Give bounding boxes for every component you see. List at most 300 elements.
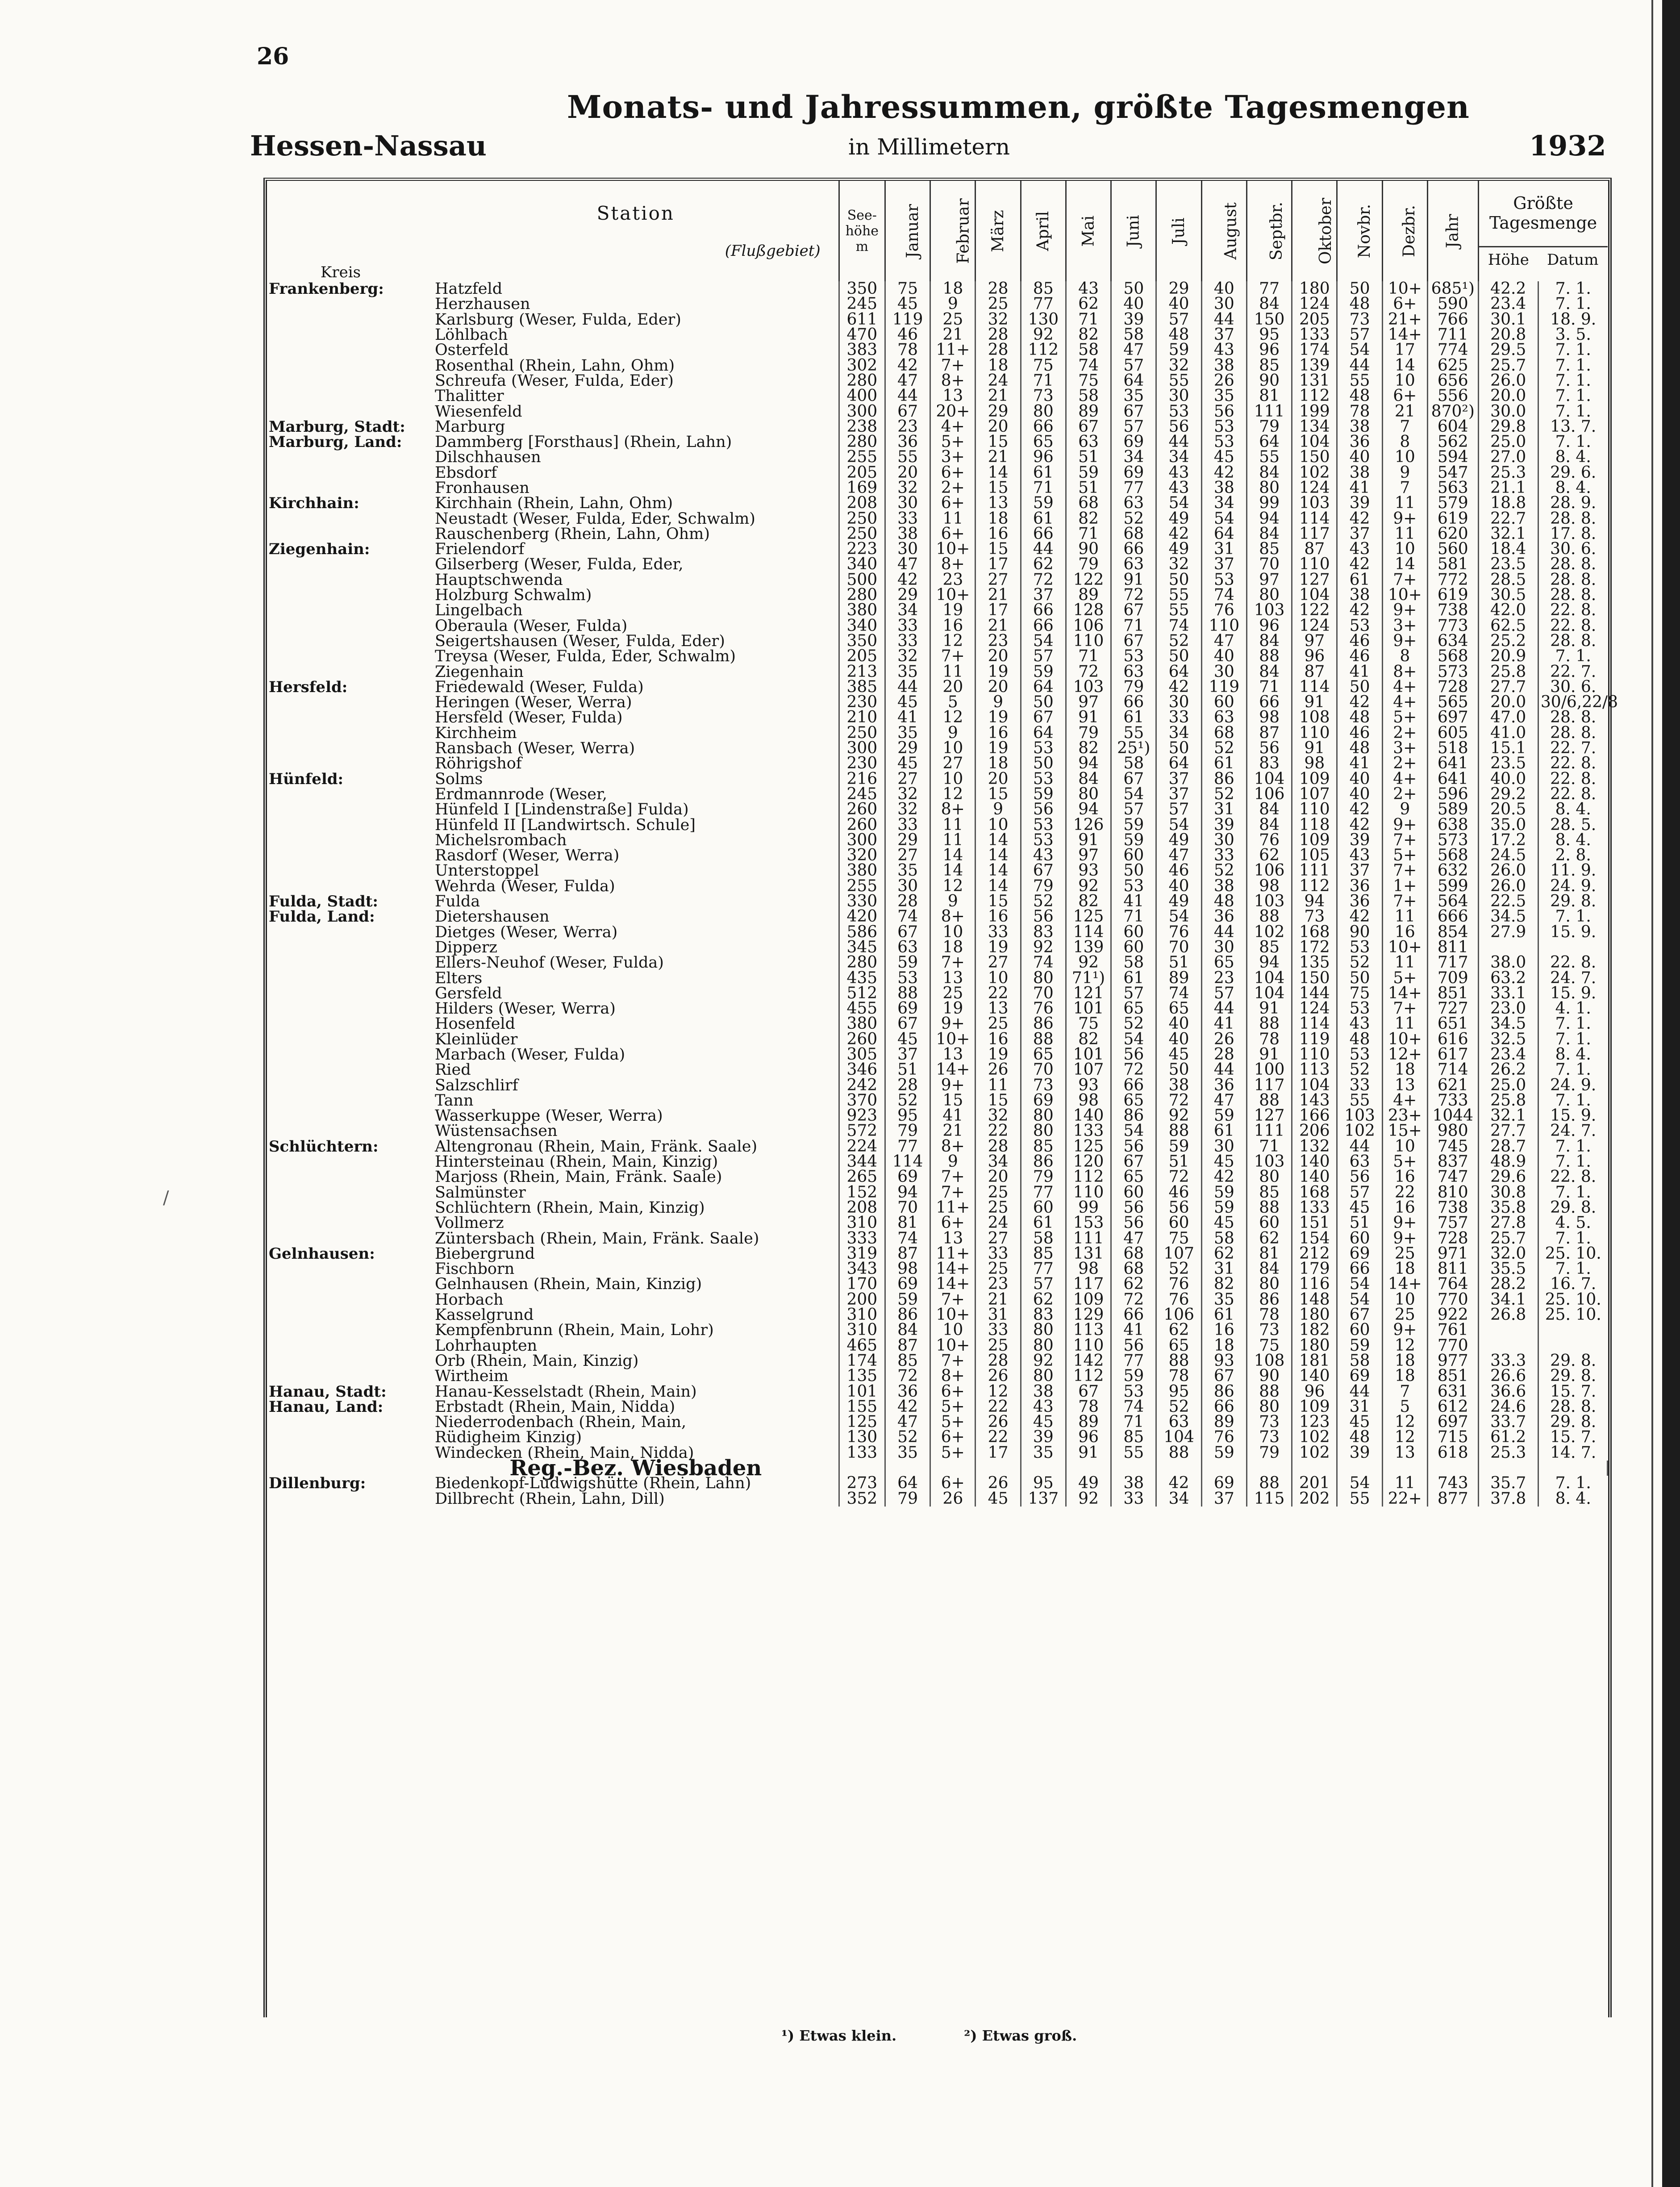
- elevation-cell: 923: [839, 1108, 885, 1123]
- kreis-cell: [267, 1292, 433, 1307]
- month-cell: 69: [885, 1001, 930, 1016]
- section-empty-cell: [839, 1461, 885, 1476]
- month-cell: 13: [930, 970, 975, 985]
- month-cell: 98: [885, 1261, 930, 1277]
- month-cell: 82: [1066, 511, 1111, 526]
- elevation-cell: 155: [839, 1399, 885, 1415]
- month-cell: 95: [1246, 327, 1292, 342]
- month-cell: 9+: [1382, 1215, 1427, 1231]
- year-total-cell: 810: [1427, 1185, 1478, 1200]
- month-cell: 133: [1292, 327, 1337, 342]
- month-cell: 38: [1021, 1384, 1066, 1399]
- year-total-cell: 773: [1427, 618, 1478, 634]
- elevation-cell: 300: [839, 833, 885, 848]
- max-height-cell: 29.8: [1478, 419, 1538, 434]
- table-row: [267, 1231, 1608, 1246]
- month-cell: 34: [885, 603, 930, 618]
- month-cell: 25: [975, 1200, 1021, 1215]
- month-cell: 74: [1111, 1399, 1156, 1415]
- month-cell: 63: [1111, 496, 1156, 511]
- max-height-cell: 35.8: [1478, 1200, 1538, 1215]
- month-cell: 42: [1337, 695, 1382, 710]
- month-cell: 181: [1292, 1353, 1337, 1369]
- elevation-cell: 611: [839, 312, 885, 327]
- month-cell: 25: [975, 1016, 1021, 1031]
- month-cell: 50: [1111, 281, 1156, 296]
- month-cell: 78: [1246, 1032, 1292, 1047]
- month-cell: 60: [1021, 1200, 1066, 1215]
- month-cell: 96: [1021, 450, 1066, 465]
- station-cell: Lingelbach: [433, 603, 839, 618]
- year-total-cell: 564: [1427, 894, 1478, 909]
- elevation-cell: 330: [839, 894, 885, 909]
- elevation-cell: 320: [839, 848, 885, 863]
- table-row: [267, 312, 1608, 327]
- month-cell: 80: [1246, 588, 1292, 603]
- month-cell: 84: [1246, 817, 1292, 832]
- month-cell: 107: [1292, 787, 1337, 802]
- kreis-cell: [267, 879, 433, 894]
- month-cell: 52: [1156, 634, 1201, 649]
- max-date-cell: 7. 1.: [1555, 433, 1591, 451]
- month-cell: 13: [1382, 1445, 1427, 1461]
- year-total-cell: 757: [1427, 1215, 1478, 1231]
- section-empty-cell: [1292, 1461, 1337, 1476]
- month-cell: 104: [1246, 772, 1292, 787]
- max-height-cell: 33.1: [1478, 986, 1538, 1001]
- month-cell: 11: [930, 664, 975, 679]
- max-date-cell: 7. 1.: [1555, 1060, 1591, 1079]
- month-cell: 14+: [930, 1062, 975, 1077]
- year-total-cell: 616: [1427, 1032, 1478, 1047]
- month-cell: 57: [1111, 419, 1156, 434]
- month-cell: 55: [1337, 373, 1382, 388]
- month-cell: 62: [1021, 557, 1066, 572]
- month-cell: 76: [1156, 1277, 1201, 1292]
- station-cell: Kirchhain (Rhein, Lahn, Ohm): [433, 496, 839, 511]
- month-cell: 124: [1292, 1001, 1337, 1016]
- month-cell: 80: [1021, 404, 1066, 419]
- month-cell: 1+: [1382, 879, 1427, 894]
- month-cell: 54: [1337, 1476, 1382, 1491]
- month-cell: 114: [1066, 924, 1111, 939]
- station-cell: Unterstoppel: [433, 863, 839, 878]
- table-row: [267, 388, 1608, 404]
- max-height-cell: 17.2: [1478, 833, 1538, 848]
- max-date-cell: 28. 8.: [1550, 708, 1597, 727]
- max-height-cell: 21.1: [1478, 480, 1538, 496]
- month-cell: 83: [1246, 756, 1292, 771]
- month-cell: 35: [1021, 1445, 1066, 1461]
- month-cell: 38: [1156, 1077, 1201, 1093]
- month-cell: 42: [1337, 603, 1382, 618]
- month-cell: 72: [1111, 588, 1156, 603]
- month-cell: 168: [1292, 924, 1337, 939]
- max-date-cell: 28. 8.: [1550, 631, 1597, 650]
- year-total-cell: 562: [1427, 434, 1478, 450]
- month-cell: 35: [885, 863, 930, 878]
- table-row: [267, 710, 1608, 725]
- month-cell: 86: [885, 1307, 930, 1323]
- month-cell: 32: [885, 480, 930, 496]
- month-cell: 29: [1156, 281, 1201, 296]
- month-cell: 57: [1201, 986, 1246, 1001]
- station-cell: Windecken (Rhein, Main, Nidda): [433, 1445, 839, 1461]
- month-cell: 42: [885, 572, 930, 588]
- page-edge-line: [1651, 0, 1653, 2187]
- kreis-cell: [267, 1154, 433, 1169]
- month-cell: 111: [1246, 404, 1292, 419]
- max-height-cell: 23.5: [1478, 756, 1538, 771]
- table-row: [267, 833, 1608, 848]
- kreis-cell: Fulda, Land:: [269, 908, 375, 926]
- month-cell: 85: [1246, 358, 1292, 373]
- month-cell: 107: [1156, 1246, 1201, 1261]
- month-cell: 99: [1066, 1200, 1111, 1215]
- month-cell: 33: [975, 1323, 1021, 1338]
- month-cell: 41: [885, 710, 930, 725]
- month-cell: 25: [930, 986, 975, 1001]
- month-cell: 60: [1246, 1215, 1292, 1231]
- month-cell: 10: [1382, 373, 1427, 388]
- month-cell: 139: [1066, 940, 1111, 955]
- max-date-cell: [1538, 1338, 1607, 1353]
- month-cell: 66: [1111, 695, 1156, 710]
- month-cell: 31: [1201, 1261, 1246, 1277]
- month-cell: 83: [1021, 1307, 1066, 1323]
- month-cell: 92: [1156, 1108, 1201, 1123]
- kreis-cell: [267, 450, 433, 465]
- max-height-cell: 25.3: [1478, 1445, 1538, 1461]
- station-cell: Hilders (Weser, Werra): [433, 1001, 839, 1016]
- station-cell: Tann: [433, 1093, 839, 1108]
- year-total-cell: 634: [1427, 634, 1478, 649]
- month-cell: 45: [885, 695, 930, 710]
- max-height-cell: 61.2: [1478, 1430, 1538, 1445]
- month-cell: 97: [1292, 634, 1337, 649]
- station-cell: Frielendorf: [433, 542, 839, 557]
- month-cell: 33: [885, 817, 930, 832]
- max-date-cell: 7. 1.: [1555, 1091, 1591, 1110]
- max-height-cell: 27.7: [1478, 680, 1538, 695]
- month-cell: 66: [1111, 1077, 1156, 1093]
- month-cell: 24: [975, 373, 1021, 388]
- month-cell: 19: [975, 741, 1021, 756]
- month-cell: 23+: [1382, 1108, 1427, 1123]
- month-cell: 47: [885, 373, 930, 388]
- month-cell: 53: [1111, 649, 1156, 664]
- month-cell: 69: [1111, 434, 1156, 450]
- month-cell: 80: [1021, 970, 1066, 985]
- month-cell: 50: [1021, 695, 1066, 710]
- max-date-cell: 13. 7.: [1550, 417, 1597, 436]
- month-cell: 4+: [1382, 1093, 1427, 1108]
- kreis-cell: Dillenburg:: [269, 1474, 366, 1493]
- elevation-cell: 300: [839, 404, 885, 419]
- station-cell: Fronhausen: [433, 480, 839, 496]
- station-cell: Ziegenhain: [433, 664, 839, 679]
- station-cell: Dillbrecht (Rhein, Lahn, Dill): [433, 1491, 839, 1506]
- station-cell: Hintersteinau (Rhein, Main, Kinzig): [433, 1154, 839, 1169]
- month-cell: 46: [885, 327, 930, 342]
- year-total-cell: 604: [1427, 419, 1478, 434]
- station-cell: Lohrhaupten: [433, 1338, 839, 1353]
- month-cell: 15: [975, 1093, 1021, 1108]
- month-cell: 12: [1382, 1338, 1427, 1353]
- month-cell: 77: [1111, 1353, 1156, 1369]
- elevation-cell: 205: [839, 465, 885, 480]
- elevation-cell: 208: [839, 496, 885, 511]
- month-cell: 66: [1337, 1261, 1382, 1277]
- max-date-cell: 7. 1.: [1555, 341, 1591, 359]
- elevation-cell: 400: [839, 388, 885, 404]
- month-cell: 23: [930, 572, 975, 588]
- max-height-cell: 24.6: [1478, 1399, 1538, 1415]
- month-cell: 89: [1201, 1415, 1246, 1430]
- month-cell: 86: [1021, 1154, 1066, 1169]
- year-total-cell: 728: [1427, 1231, 1478, 1246]
- month-cell: 10: [975, 817, 1021, 832]
- month-cell: 53: [1111, 879, 1156, 894]
- month-cell: 51: [1156, 955, 1201, 970]
- month-cell: 92: [1066, 879, 1111, 894]
- max-height-cell: 25.7: [1478, 358, 1538, 373]
- month-cell: 12: [930, 787, 975, 802]
- month-cell: 10+: [1382, 588, 1427, 603]
- elevation-cell: 383: [839, 342, 885, 358]
- kreis-cell: [267, 940, 433, 955]
- station-cell: Ebsdorf: [433, 465, 839, 480]
- month-cell: 18: [1382, 1369, 1427, 1384]
- table-row: [267, 924, 1608, 939]
- month-cell: 58: [1201, 1231, 1246, 1246]
- month-cell: 59: [1201, 1185, 1246, 1200]
- month-cell: 122: [1066, 572, 1111, 588]
- month-cell: 13: [930, 388, 975, 404]
- elevation-cell: 343: [839, 1261, 885, 1277]
- month-cell: 52: [1201, 787, 1246, 802]
- month-cell: 58: [1021, 1231, 1066, 1246]
- month-cell: 45: [1021, 1415, 1066, 1430]
- station-cell: Wiesenfeld: [433, 404, 839, 419]
- month-cell: 129: [1066, 1307, 1111, 1323]
- section-empty-cell: [1337, 1461, 1382, 1476]
- month-cell: 27: [975, 1231, 1021, 1246]
- table-row: [267, 1062, 1608, 1077]
- month-cell: 67: [885, 404, 930, 419]
- elevation-cell: 273: [839, 1476, 885, 1491]
- month-cell: 6+: [930, 1384, 975, 1399]
- month-cell: 58: [1111, 327, 1156, 342]
- month-cell: 8+: [930, 1139, 975, 1154]
- table-row: [267, 1169, 1608, 1185]
- month-cell: 32: [975, 1108, 1021, 1123]
- section-empty-cell: [930, 1461, 975, 1476]
- max-date-cell: 14. 7.: [1550, 1443, 1597, 1462]
- kreis-cell: Ziegenhain:: [269, 540, 370, 559]
- month-cell: 61: [1111, 710, 1156, 725]
- month-cell: 7+: [930, 1169, 975, 1185]
- month-cell: 64: [1021, 680, 1066, 695]
- month-cell: 91: [1292, 695, 1337, 710]
- month-cell: 53: [1201, 572, 1246, 588]
- month-cell: 84: [1246, 526, 1292, 542]
- table-row: [267, 1185, 1608, 1200]
- table-row: [267, 848, 1608, 863]
- month-cell: 140: [1292, 1169, 1337, 1185]
- header-station-label: Station: [596, 202, 675, 224]
- max-height-cell: 25.0: [1478, 1077, 1538, 1093]
- month-cell: 53: [1111, 1384, 1156, 1399]
- month-cell: 9+: [1382, 634, 1427, 649]
- month-cell: 67: [1021, 710, 1066, 725]
- month-cell: 96: [1246, 618, 1292, 634]
- month-cell: 9+: [1382, 511, 1427, 526]
- month-cell: 18: [1201, 1338, 1246, 1353]
- month-cell: 124: [1292, 480, 1337, 496]
- month-cell: 6+: [930, 1476, 975, 1491]
- max-date-cell: 28. 5.: [1550, 815, 1597, 834]
- kreis-cell: [267, 634, 433, 649]
- month-cell: 55: [1156, 588, 1201, 603]
- table-row: [267, 1353, 1608, 1369]
- month-cell: 46: [1337, 649, 1382, 664]
- month-cell: 10: [975, 970, 1021, 985]
- year-total-cell: 870²): [1427, 404, 1478, 419]
- month-cell: 144: [1292, 986, 1337, 1001]
- month-cell: 12: [930, 634, 975, 649]
- month-cell: 4+: [1382, 680, 1427, 695]
- elevation-cell: 174: [839, 1353, 885, 1369]
- month-cell: 24: [975, 1215, 1021, 1231]
- month-cell: 91: [1066, 710, 1111, 725]
- month-cell: 14: [930, 848, 975, 863]
- month-cell: 95: [1021, 1476, 1066, 1491]
- month-cell: 45: [1201, 450, 1246, 465]
- max-height-cell: 42.0: [1478, 603, 1538, 618]
- month-cell: 84: [885, 1323, 930, 1338]
- month-cell: 32: [1156, 557, 1201, 572]
- month-cell: 56: [1021, 802, 1066, 817]
- month-cell: 14+: [930, 1277, 975, 1292]
- month-cell: 43: [1021, 848, 1066, 863]
- month-cell: 72: [1021, 572, 1066, 588]
- kreis-cell: [267, 1200, 433, 1215]
- month-cell: 108: [1292, 710, 1337, 725]
- month-cell: 21: [975, 1292, 1021, 1307]
- table-row: [267, 1016, 1608, 1031]
- month-cell: 74: [1066, 358, 1111, 373]
- month-cell: 89: [1066, 404, 1111, 419]
- month-cell: 47: [1111, 342, 1156, 358]
- month-cell: 36: [885, 1384, 930, 1399]
- month-cell: 119: [1292, 1032, 1337, 1047]
- kreis-cell: Hanau, Stadt:: [269, 1382, 387, 1401]
- section-empty-cell: [1111, 1461, 1156, 1476]
- month-cell: 7+: [930, 358, 975, 373]
- year-total-cell: 770: [1427, 1338, 1478, 1353]
- month-cell: 34: [1111, 450, 1156, 465]
- month-cell: 110: [1292, 1047, 1337, 1062]
- month-cell: 7+: [1382, 1001, 1427, 1016]
- max-height-cell: 30.0: [1478, 404, 1538, 419]
- station-cell: Gelnhausen (Rhein, Main, Kinzig): [433, 1277, 839, 1292]
- month-cell: 58: [1337, 1353, 1382, 1369]
- max-date-cell: 7. 1.: [1555, 1014, 1591, 1033]
- footnotes: [781, 2027, 1139, 2044]
- month-cell: 84: [1246, 296, 1292, 312]
- month-cell: 98: [1066, 1093, 1111, 1108]
- max-height-cell: 35.7: [1478, 1476, 1538, 1491]
- station-cell: Oberaula (Weser, Fulda): [433, 618, 839, 634]
- month-cell: 6+: [930, 526, 975, 542]
- month-cell: 64: [1156, 756, 1201, 771]
- station-cell: Züntersbach (Rhein, Main, Fränk. Saale): [433, 1231, 839, 1246]
- month-cell: 93: [1066, 1077, 1111, 1093]
- month-cell: 48: [1337, 388, 1382, 404]
- month-cell: 46: [1156, 863, 1201, 878]
- month-cell: 43: [1066, 281, 1111, 296]
- elevation-cell: 135: [839, 1369, 885, 1384]
- month-cell: 58: [1111, 756, 1156, 771]
- table-row: [267, 419, 1608, 434]
- month-cell: 75: [1066, 1016, 1111, 1031]
- month-cell: 109: [1292, 772, 1337, 787]
- month-cell: 33: [885, 511, 930, 526]
- station-cell: Rosenthal (Rhein, Lahn, Ohm): [433, 358, 839, 373]
- month-cell: 26: [975, 1369, 1021, 1384]
- max-date-cell: 7. 1.: [1555, 907, 1591, 926]
- month-cell: 73: [1246, 1415, 1292, 1430]
- month-cell: 15: [975, 434, 1021, 450]
- year-total-cell: 774: [1427, 342, 1478, 358]
- month-cell: 44: [1337, 358, 1382, 373]
- month-cell: 93: [1066, 863, 1111, 878]
- max-date-cell: 22. 7.: [1550, 662, 1597, 681]
- month-cell: 57: [1021, 649, 1066, 664]
- month-cell: 7+: [930, 955, 975, 970]
- month-cell: 63: [1111, 557, 1156, 572]
- month-cell: 91: [1111, 572, 1156, 588]
- month-cell: 87: [1292, 664, 1337, 679]
- month-cell: 7+: [930, 1292, 975, 1307]
- month-cell: 48: [1156, 327, 1201, 342]
- month-cell: 68: [1201, 726, 1246, 741]
- table-row: [267, 1430, 1608, 1445]
- month-cell: 14: [975, 848, 1021, 863]
- month-cell: 41: [1201, 1016, 1246, 1031]
- month-cell: 9: [975, 695, 1021, 710]
- month-cell: 71: [1066, 526, 1111, 542]
- month-cell: 70: [885, 1200, 930, 1215]
- month-cell: 79: [1021, 879, 1066, 894]
- month-cell: 21: [975, 388, 1021, 404]
- month-cell: 36: [1201, 1077, 1246, 1093]
- month-cell: 50: [1111, 863, 1156, 878]
- max-date-cell: 8. 4.: [1555, 831, 1591, 849]
- month-cell: 150: [1292, 970, 1337, 985]
- month-cell: 71: [1246, 1139, 1292, 1154]
- month-cell: 96: [1066, 1430, 1111, 1445]
- max-date-cell: 8. 4.: [1555, 1489, 1591, 1508]
- month-cell: 18: [930, 281, 975, 296]
- month-cell: 63: [1066, 434, 1111, 450]
- max-date-cell: 22. 8.: [1550, 953, 1597, 972]
- max-height-cell: 28.7: [1478, 1139, 1538, 1154]
- table-row: [267, 1123, 1608, 1139]
- month-cell: 33: [1337, 1077, 1382, 1093]
- month-cell: 16: [975, 909, 1021, 924]
